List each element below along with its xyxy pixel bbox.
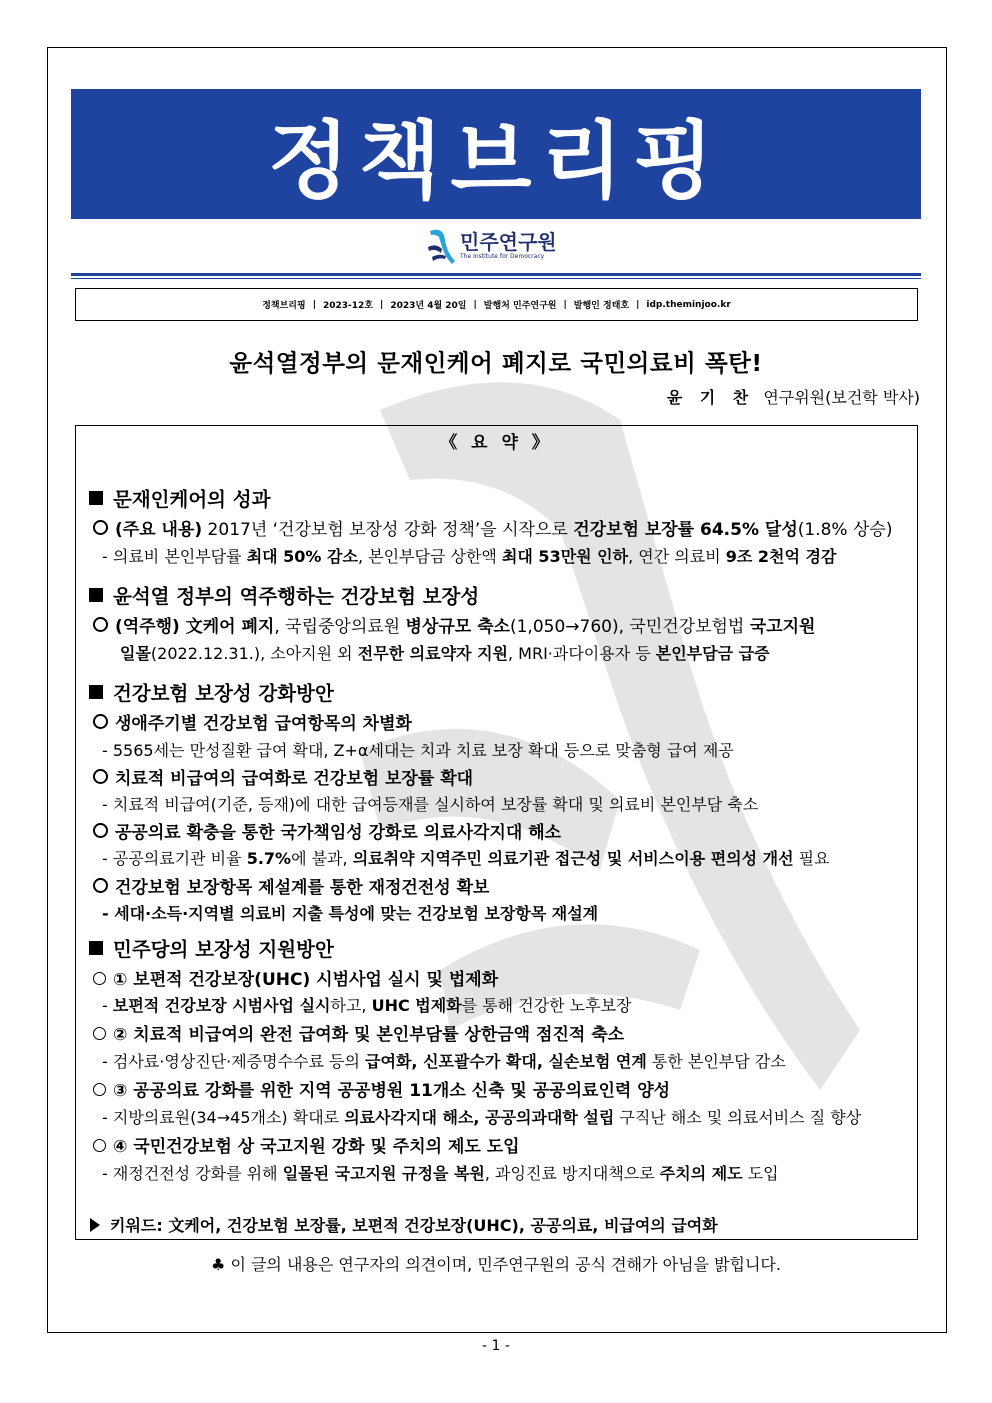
detail-line bbox=[102, 792, 758, 815]
text-segment: 건강보험 보장항목 제설계를 통한 재정건전성 확보 bbox=[115, 878, 490, 898]
text-segment: , 본인부담금 상한액 bbox=[357, 547, 502, 566]
text-segment: - 지방의료원(34→45개소) 확대로 bbox=[102, 1108, 345, 1127]
disclaimer bbox=[0, 1252, 992, 1275]
author-line bbox=[667, 385, 920, 408]
info-item: idp.theminjoo.kr bbox=[646, 299, 731, 310]
text-segment: (주요 내용) bbox=[115, 520, 203, 540]
text-segment: 구직난 해소 및 의료서비스 질 향상 bbox=[614, 1108, 862, 1127]
keywords-text: 키워드: 文케어, 건강보험 보장률, 보편적 건강보장(UHC), 공공의료, 비급여의 급여화 bbox=[110, 1216, 718, 1235]
circle-bullet-icon bbox=[93, 1027, 106, 1040]
text-segment: 통한 본인부담 감소 bbox=[646, 1052, 786, 1071]
info-item: 2023년 4월 20일 bbox=[390, 301, 467, 311]
document-title: 윤석열정부의 문재인케어 폐지로 국민의료비 폭탄! bbox=[229, 349, 763, 377]
keywords-line bbox=[90, 1213, 718, 1236]
detail-line bbox=[102, 901, 598, 924]
circle-bullet-icon bbox=[93, 1139, 106, 1152]
bullet-item bbox=[93, 818, 561, 843]
circle-bullet-icon bbox=[93, 617, 108, 632]
text-segment: - 공공의료기관 비율 bbox=[102, 849, 247, 868]
text-segment: 를 통해 건강한 노후보장 bbox=[461, 996, 632, 1015]
bullet-item bbox=[93, 515, 892, 540]
section-heading-text: 윤석열 정부의 역주행하는 건강보험 보장성 bbox=[113, 585, 480, 608]
square-bullet-icon bbox=[89, 941, 103, 955]
info-item: 발행인 정태호 bbox=[573, 301, 630, 311]
text-segment: ③ 공공의료 강화를 위한 지역 공공병원 11개소 신축 및 공공의료인력 양성 bbox=[113, 1081, 671, 1101]
detail-line bbox=[102, 544, 836, 567]
text-segment: - 치료적 비급여(기준, 등재)에 대한 급여등재를 실시하여 보장률 확대 및 의료비 본인부담 축소 bbox=[102, 795, 759, 814]
text-segment: 의료사각지대 해소, 공공의과대학 설립 bbox=[344, 1108, 615, 1127]
bullet-item bbox=[93, 965, 498, 990]
info-separator: | bbox=[312, 299, 316, 310]
circle-bullet-icon bbox=[93, 520, 108, 535]
institute-logo-icon bbox=[426, 227, 456, 265]
text-segment: 의료취약 지역주민 의료기관 접근성 및 서비스이용 편의성 개선 bbox=[352, 849, 794, 868]
triangle-bullet-icon bbox=[90, 1218, 100, 1232]
circle-bullet-icon bbox=[93, 878, 108, 893]
bullet-item bbox=[93, 612, 815, 637]
text-segment: (역주행) 文케어 폐지 bbox=[115, 617, 275, 637]
text-segment: - 의료비 본인부담률 bbox=[102, 547, 247, 566]
bullet-item bbox=[93, 764, 473, 789]
text-segment: 일몰된 국고지원 규정을 복원 bbox=[282, 1164, 485, 1183]
text-segment: 도입 bbox=[742, 1164, 779, 1183]
text-segment: - 재정건전성 강화를 위해 bbox=[102, 1164, 283, 1183]
summary-box bbox=[75, 425, 918, 1240]
section-heading-text: 문재인케어의 성과 bbox=[113, 488, 271, 511]
circle-bullet-icon bbox=[93, 714, 108, 729]
banner bbox=[71, 89, 921, 219]
text-segment: , 과잉진료 방지대책으로 bbox=[484, 1164, 660, 1183]
text-segment: ④ 국민건강보험 상 국고지원 강화 및 주치의 제도 도입 bbox=[113, 1137, 520, 1157]
text-segment: 생애주기별 건강보험 급여항목의 차별화 bbox=[115, 714, 412, 734]
text-segment: 일몰 bbox=[120, 644, 151, 663]
text-segment: , MRI·과다이용자 등 bbox=[507, 644, 656, 663]
text-segment: 2017년 ‘건강보험 보장성 강화 정책’을 시작으로 bbox=[202, 520, 574, 540]
square-bullet-icon bbox=[89, 588, 103, 602]
page-number: - 1 - bbox=[482, 1338, 510, 1354]
institute-subtitle: The Institute for Democracy bbox=[460, 253, 545, 260]
square-bullet-icon bbox=[89, 685, 103, 699]
circle-bullet-icon bbox=[93, 769, 108, 784]
bullet-item bbox=[93, 1020, 624, 1045]
info-item: 발행처 민주연구원 bbox=[483, 301, 557, 311]
section-heading bbox=[89, 934, 334, 962]
detail-line bbox=[120, 641, 770, 664]
info-item: 정책브리핑 bbox=[262, 301, 306, 311]
circle-bullet-icon bbox=[93, 1083, 106, 1096]
bullet-item bbox=[93, 1076, 670, 1101]
text-segment: 최대 50% 감소 bbox=[246, 547, 358, 566]
text-segment: 본인부담금 급증 bbox=[655, 644, 770, 663]
section-heading bbox=[89, 678, 334, 706]
text-segment: 전무한 의료약자 지원 bbox=[357, 644, 508, 663]
bullet-item bbox=[93, 709, 412, 734]
text-segment: - 5565세는 만성질환 급여 확대, Z+α세대는 치과 치료 보장 확대 등으로 맞춤형 급여 제공 bbox=[102, 741, 734, 760]
bullet-item bbox=[93, 1132, 520, 1157]
text-segment: 건강보험 보장률 64.5% 달성 bbox=[573, 520, 798, 540]
detail-line bbox=[102, 846, 830, 869]
text-segment: 최대 53만원 인하 bbox=[501, 547, 629, 566]
text-segment: ① 보편적 건강보장(UHC) 시범사업 실시 및 법제화 bbox=[113, 970, 499, 990]
header-rule bbox=[71, 273, 921, 276]
text-segment: 하고, bbox=[330, 996, 372, 1015]
detail-line bbox=[102, 1105, 861, 1128]
info-separator: | bbox=[380, 299, 384, 310]
section-heading-text: 민주당의 보장성 지원방안 bbox=[113, 938, 334, 961]
text-segment: 보편적 건강보장 시범사업 실시 bbox=[112, 996, 331, 1015]
text-segment: (1,050→760), 국민건강보험법 bbox=[509, 617, 750, 637]
banner-title: 정책브리핑 bbox=[268, 111, 724, 210]
detail-line bbox=[102, 1161, 779, 1184]
info-item: 2023-12호 bbox=[323, 301, 374, 311]
info-separator: | bbox=[473, 299, 477, 310]
text-segment: 에 불과, bbox=[291, 849, 353, 868]
text-segment: , 연간 의료비 bbox=[628, 547, 726, 566]
text-segment: - 세대·소득·지역별 의료비 지출 특성에 맞는 건강보험 보장항목 재설계 bbox=[102, 904, 599, 923]
club-icon: ♣ bbox=[211, 1255, 226, 1274]
detail-line bbox=[102, 993, 632, 1016]
text-segment: 치료적 비급여의 급여화로 건강보험 보장률 확대 bbox=[115, 769, 474, 789]
text-segment: 국고지원 bbox=[749, 617, 816, 637]
header-rule-thin bbox=[71, 278, 921, 279]
disclaimer-text: 이 글의 내용은 연구자의 의견이며, 민주연구원의 공식 견해가 아님을 밝힙니다. bbox=[230, 1255, 781, 1274]
section-heading bbox=[89, 484, 271, 512]
text-segment: 급여화, 신포괄수가 확대, 실손보험 연계 bbox=[365, 1052, 647, 1071]
info-separator: | bbox=[636, 299, 640, 310]
text-segment: UHC 법제화 bbox=[371, 996, 462, 1015]
text-segment: - bbox=[102, 996, 113, 1015]
text-segment: 병상규모 축소 bbox=[405, 617, 510, 637]
summary-heading: 《 요 약 》 bbox=[440, 433, 553, 453]
section-heading-text: 건강보험 보장성 강화방안 bbox=[113, 682, 334, 705]
bullet-item bbox=[93, 873, 489, 898]
text-segment: (1.8% 상승) bbox=[797, 520, 893, 540]
text-segment: , 국립중앙의료원 bbox=[274, 617, 406, 637]
detail-line bbox=[102, 738, 734, 761]
text-segment: 9조 2천억 경감 bbox=[725, 547, 837, 566]
text-segment: 공공의료 확충을 통한 국가책임성 강화로 의료사각지대 해소 bbox=[115, 823, 562, 843]
info-separator: | bbox=[563, 299, 567, 310]
square-bullet-icon bbox=[89, 491, 103, 505]
text-segment: - 검사료·영상진단·제증명수수료 등의 bbox=[102, 1052, 366, 1071]
circle-bullet-icon bbox=[93, 823, 108, 838]
text-segment: 필요 bbox=[793, 849, 830, 868]
publication-info-bar bbox=[75, 288, 918, 321]
text-segment: 5.7% bbox=[246, 849, 292, 868]
section-heading bbox=[89, 581, 479, 609]
detail-line bbox=[102, 1049, 786, 1072]
institute-logo bbox=[426, 226, 557, 266]
institute-name: 민주연구원 bbox=[460, 230, 557, 254]
circle-bullet-icon bbox=[93, 972, 106, 985]
text-segment: ② 치료적 비급여의 완전 급여화 및 본인부담률 상한금액 점진적 축소 bbox=[113, 1025, 625, 1045]
text-segment: 주치의 제도 bbox=[659, 1164, 743, 1183]
author-role: 연구위원(보건학 박사) bbox=[763, 388, 920, 407]
author-name: 윤 기 찬 bbox=[666, 388, 755, 407]
text-segment: (2022.12.31.), 소아지원 외 bbox=[150, 644, 358, 663]
